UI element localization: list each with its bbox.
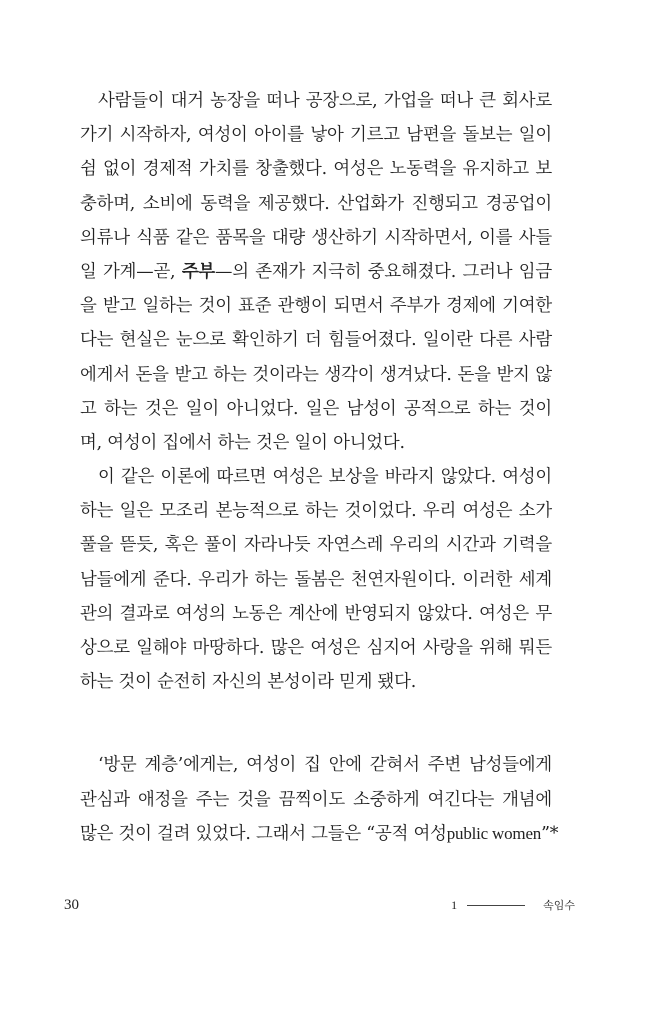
text-line: ‘방문 계층’에게는, 여성이 집 안에 갇혀서 주변 남성들에게 xyxy=(98,755,552,776)
text-line: 관의 결과로 여성의 노동은 계산에 반영되지 않았다. 여성은 무 xyxy=(80,603,552,624)
english-term: public women xyxy=(446,823,542,843)
body-text xyxy=(80,84,559,851)
text-line: 풀을 뜯듯, 혹은 풀이 자라나듯 자연스레 우리의 시간과 기력을 xyxy=(80,535,552,556)
text-segment: —의 존재가 지극히 중요해졌다. 그러나 임금 xyxy=(215,261,552,282)
chapter-title: 속임수 xyxy=(543,899,575,912)
text-line: 남들에게 준다. 우리가 하는 돌봄은 천연자원이다. 이러한 세계 xyxy=(80,569,552,590)
text-line xyxy=(80,255,552,289)
text-line: 이 같은 이론에 따르면 여성은 보상을 바라지 않았다. 여성이 xyxy=(98,467,552,488)
text-line: 관심과 애정을 주는 것을 끔찍이도 소중하게 여긴다는 개념에 xyxy=(80,789,552,810)
text-line xyxy=(80,817,559,851)
paragraph-3 xyxy=(80,748,559,851)
paragraph-1 xyxy=(80,84,552,460)
text-line: 며, 여성이 집에서 하는 것은 일이 아니었다. xyxy=(80,432,405,453)
page-number: 30 xyxy=(64,897,79,913)
text-line: 쉼 없이 경제적 가치를 창출했다. 여성은 노동력을 유지하고 보 xyxy=(80,159,552,180)
text-line: 다는 현실은 눈으로 확인하기 더 힘들어졌다. 일이란 다른 사람 xyxy=(80,330,552,351)
text-line: 의류나 식품 같은 품목을 대량 생산하기 시작하면서, 이를 사들 xyxy=(80,227,552,248)
text-line: 하는 것이 순전히 자신의 본성이라 믿게 됐다. xyxy=(80,672,417,693)
text-line: 고 하는 것은 일이 아니었다. 일은 남성이 공적으로 하는 것이 xyxy=(80,398,552,419)
text-segment: 많은 것이 걸려 있었다. 그래서 그들은 “공적 여성 xyxy=(80,823,447,844)
text-line: 가기 시작하자, 여성이 아이를 낳아 기르고 남편을 돌보는 일이 xyxy=(80,125,552,146)
text-line: 하는 일은 모조리 본능적으로 하는 것이었다. 우리 여성은 소가 xyxy=(80,501,552,522)
running-head xyxy=(451,897,575,913)
section-gap xyxy=(80,699,552,748)
page-footer xyxy=(64,897,575,917)
text-line: 을 받고 일하는 것이 표준 관행이 되면서 주부가 경제에 기여한 xyxy=(80,296,552,317)
paragraph-2 xyxy=(80,460,552,699)
emphasis-term: 주부 xyxy=(181,261,216,282)
text-segment: 일 가계—곧, xyxy=(80,261,182,282)
text-line: 사람들이 대거 농장을 떠나 공장으로, 가업을 떠나 큰 회사로 xyxy=(98,91,552,111)
divider-rule xyxy=(467,905,525,906)
footnote-marker: ”* xyxy=(541,823,559,844)
text-line: 충하며, 소비에 동력을 제공했다. 산업화가 진행되고 경공업이 xyxy=(80,193,552,214)
text-line: 에게서 돈을 받고 하는 것이라는 생각이 생겨났다. 돈을 받지 않 xyxy=(80,364,552,385)
text-line: 상으로 일해야 마땅하다. 많은 여성은 심지어 사랑을 위해 뭐든 xyxy=(80,638,552,658)
chapter-number: 1 xyxy=(451,897,458,912)
